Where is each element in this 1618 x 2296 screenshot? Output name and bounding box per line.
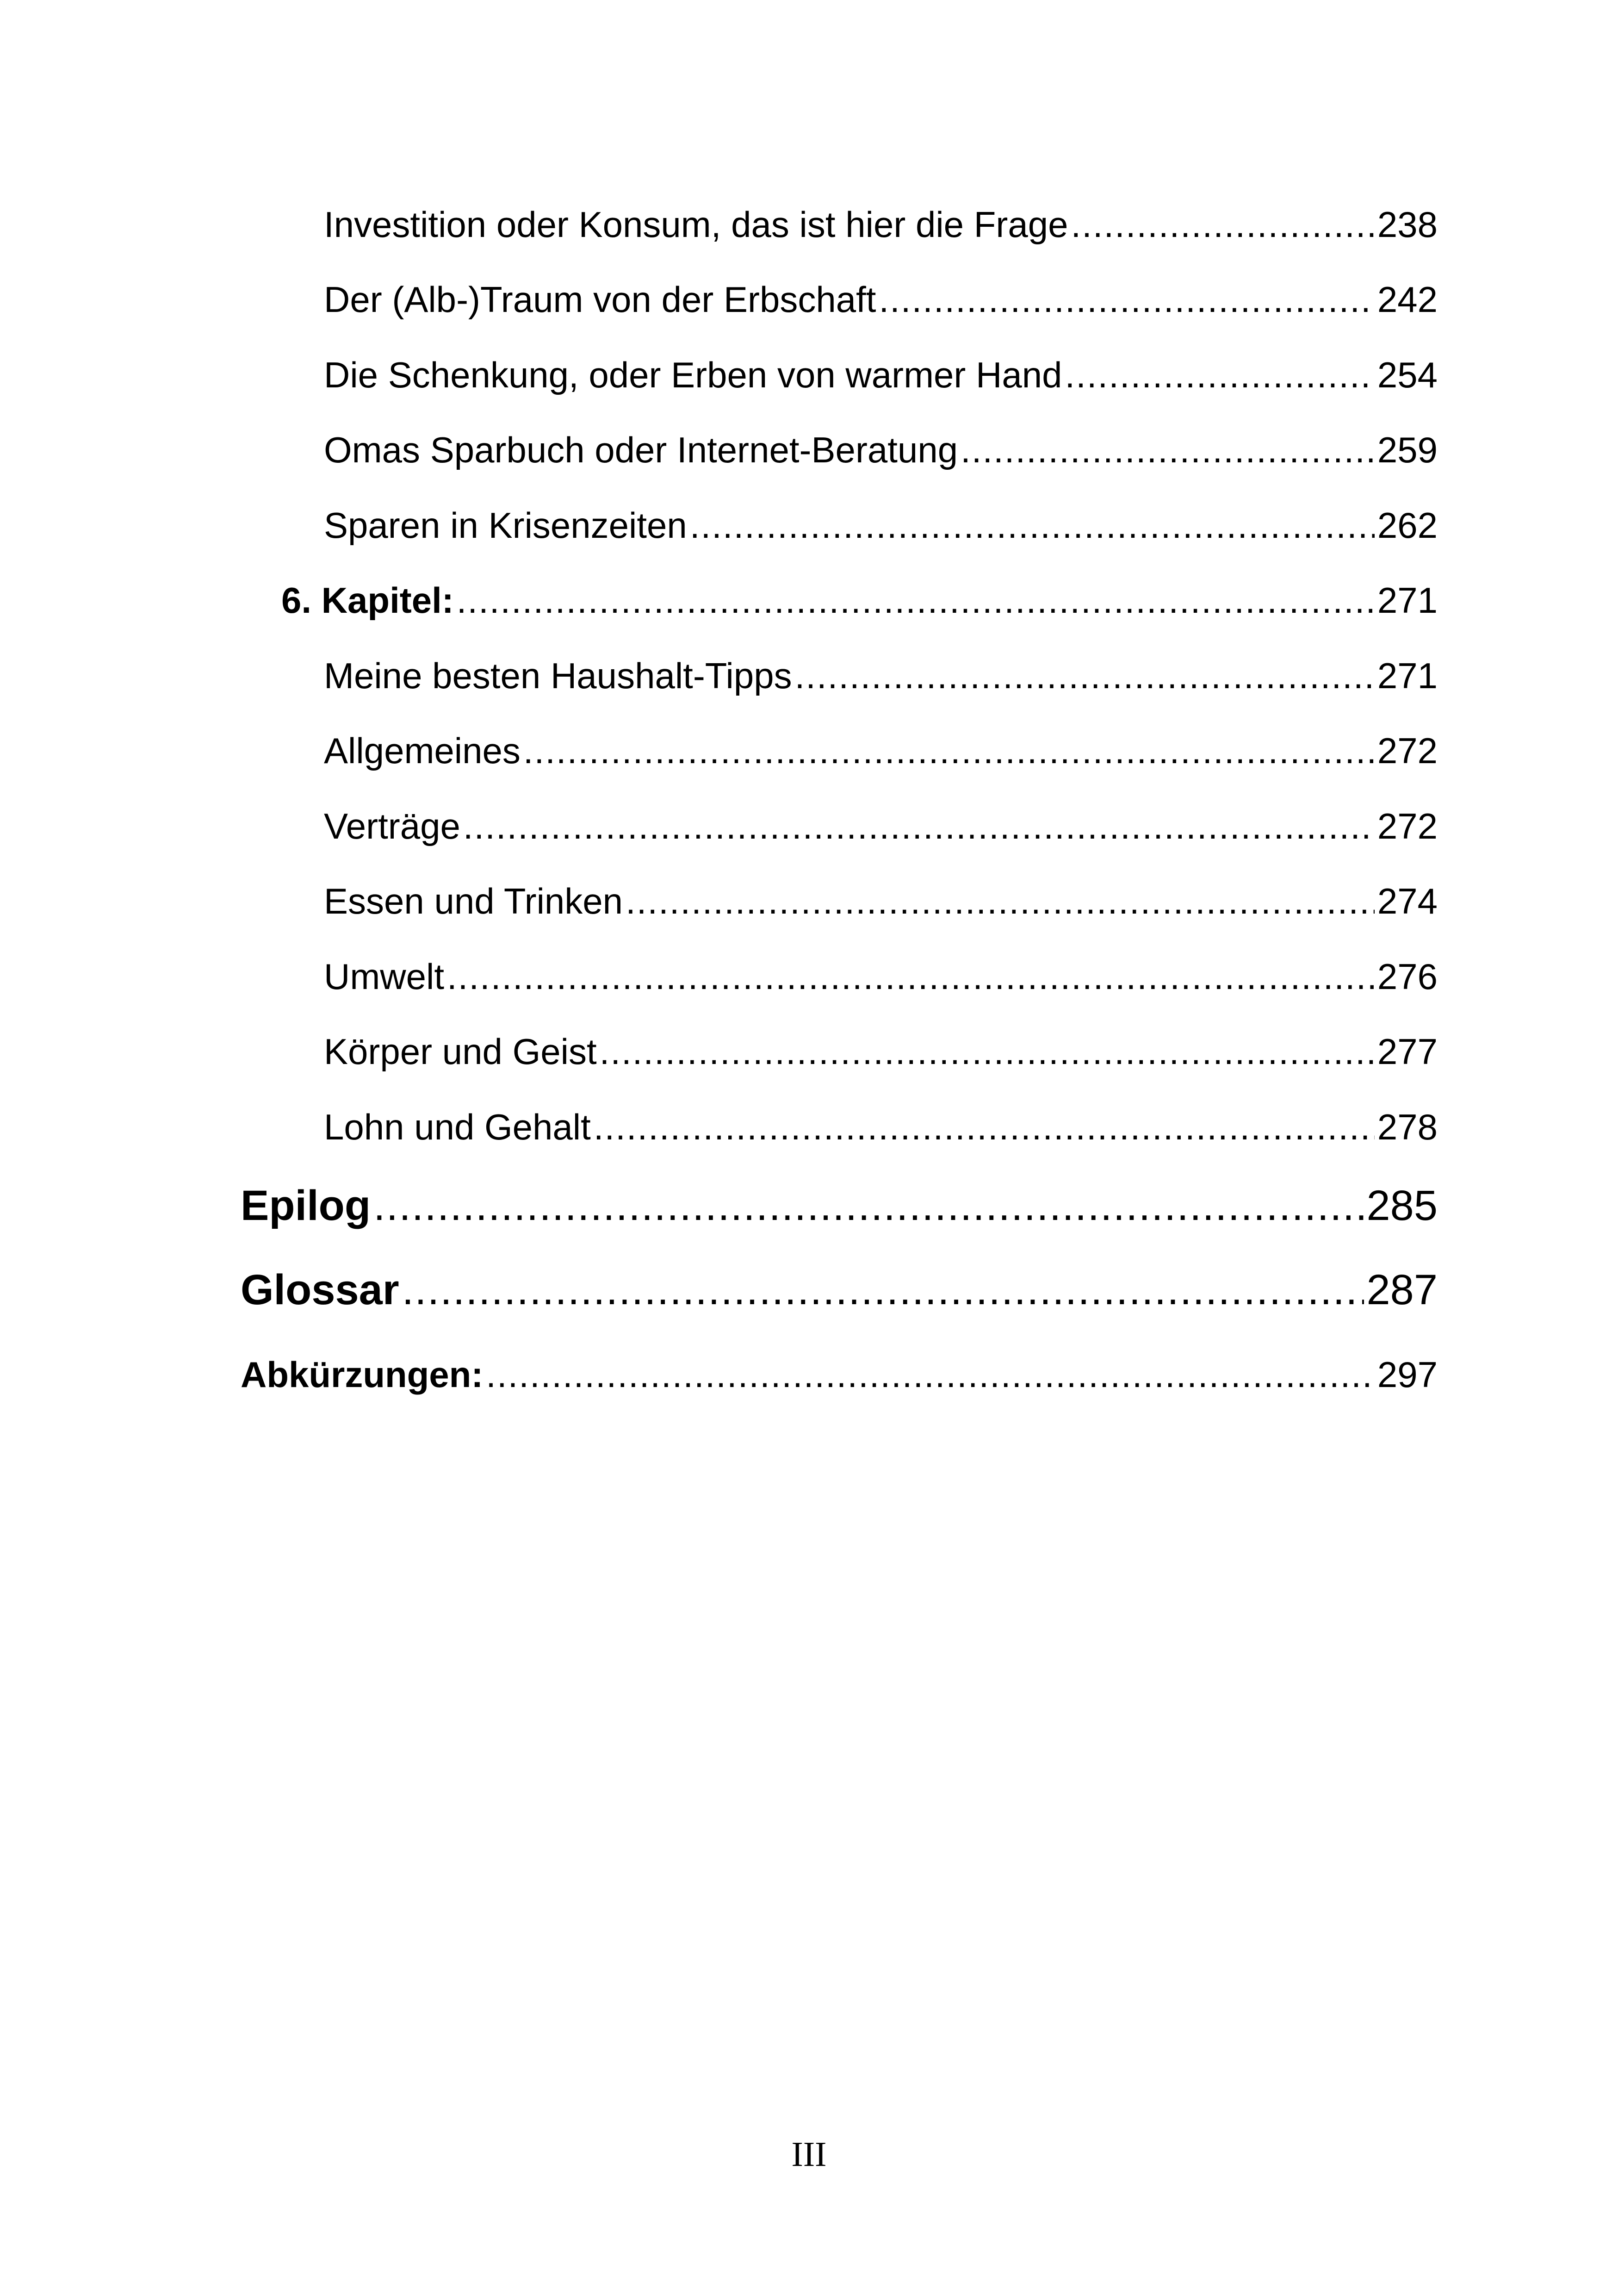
dot-leader bbox=[1065, 354, 1375, 396]
toc-entry-page: 297 bbox=[1377, 1354, 1438, 1395]
dot-leader bbox=[463, 805, 1375, 847]
toc-entry[interactable] bbox=[324, 204, 1438, 246]
toc-entry-page: 242 bbox=[1377, 279, 1438, 320]
toc-entry[interactable] bbox=[324, 354, 1438, 396]
dot-leader bbox=[594, 1106, 1375, 1148]
toc-major-entry[interactable] bbox=[241, 1266, 1438, 1314]
toc-entry[interactable] bbox=[324, 805, 1438, 847]
dot-leader bbox=[1071, 204, 1374, 246]
dot-leader bbox=[523, 730, 1375, 772]
toc-entry-title: Sparen in Krisenzeiten bbox=[324, 505, 687, 546]
toc-entry-page: 274 bbox=[1377, 881, 1438, 921]
toc-entry-page: 271 bbox=[1377, 580, 1438, 621]
toc-entry-page: 271 bbox=[1377, 655, 1438, 696]
toc-entry[interactable] bbox=[324, 1106, 1438, 1148]
toc-entry-title: Umwelt bbox=[324, 956, 445, 997]
toc-entry-title: Verträge bbox=[324, 806, 460, 846]
dot-leader bbox=[373, 1182, 1364, 1230]
toc-entry-page: 272 bbox=[1377, 730, 1438, 771]
toc-entry-title: Körper und Geist bbox=[324, 1031, 597, 1072]
toc-entry-title: Lohn und Gehalt bbox=[324, 1107, 591, 1147]
dot-leader bbox=[486, 1354, 1375, 1396]
toc-entry-page: 277 bbox=[1377, 1031, 1438, 1072]
toc-entry[interactable] bbox=[324, 956, 1438, 998]
toc-entry-page: 254 bbox=[1377, 355, 1438, 395]
toc-entry[interactable] bbox=[324, 730, 1438, 772]
toc-major-entry[interactable] bbox=[241, 1354, 1438, 1396]
toc-entry[interactable] bbox=[324, 279, 1438, 321]
toc-entry-title: Glossar bbox=[241, 1266, 399, 1313]
toc-entry-title: Omas Sparbuch oder Internet-Beratung bbox=[324, 429, 958, 470]
dot-leader bbox=[457, 579, 1375, 622]
toc-entry-title: Abkürzungen: bbox=[241, 1354, 484, 1395]
toc-entry-title: Epilog bbox=[241, 1182, 371, 1229]
toc-entry[interactable] bbox=[324, 504, 1438, 547]
dot-leader bbox=[626, 880, 1375, 922]
toc-entry-page: 278 bbox=[1377, 1107, 1438, 1147]
toc-entry[interactable] bbox=[324, 655, 1438, 697]
toc-entry[interactable] bbox=[324, 1031, 1438, 1073]
dot-leader bbox=[447, 956, 1375, 998]
dot-leader bbox=[961, 429, 1375, 471]
toc-entry-page: 272 bbox=[1377, 806, 1438, 846]
toc-entry-title: Der (Alb-)Traum von der Erbschaft bbox=[324, 279, 876, 320]
toc-entry[interactable] bbox=[324, 880, 1438, 922]
dot-leader bbox=[879, 279, 1374, 321]
toc-entry[interactable] bbox=[324, 429, 1438, 471]
toc-entry-title: Allgemeines bbox=[324, 730, 521, 771]
toc-entry-page: 262 bbox=[1377, 505, 1438, 546]
dot-leader bbox=[795, 655, 1375, 697]
dot-leader bbox=[600, 1031, 1375, 1073]
toc-entry-title: 6. Kapitel: bbox=[281, 580, 454, 621]
toc-entry-title: Investition oder Konsum, das ist hier die Frage bbox=[324, 204, 1068, 245]
page-number: III bbox=[791, 2135, 827, 2174]
toc-chapter-entry[interactable] bbox=[281, 579, 1438, 622]
toc-entry-page: 238 bbox=[1377, 204, 1438, 245]
toc-entry-title: Essen und Trinken bbox=[324, 881, 623, 921]
dot-leader bbox=[402, 1266, 1364, 1314]
toc-entry-page: 259 bbox=[1377, 429, 1438, 470]
toc-entry-title: Die Schenkung, oder Erben von warmer Hand bbox=[324, 355, 1062, 395]
toc-major-entry[interactable] bbox=[241, 1182, 1438, 1230]
toc-entry-title: Meine besten Haushalt-Tipps bbox=[324, 655, 792, 696]
toc-entry-page: 287 bbox=[1366, 1266, 1438, 1313]
dot-leader bbox=[690, 504, 1375, 547]
toc-entry-page: 285 bbox=[1366, 1182, 1438, 1229]
toc-entry-page: 276 bbox=[1377, 956, 1438, 997]
